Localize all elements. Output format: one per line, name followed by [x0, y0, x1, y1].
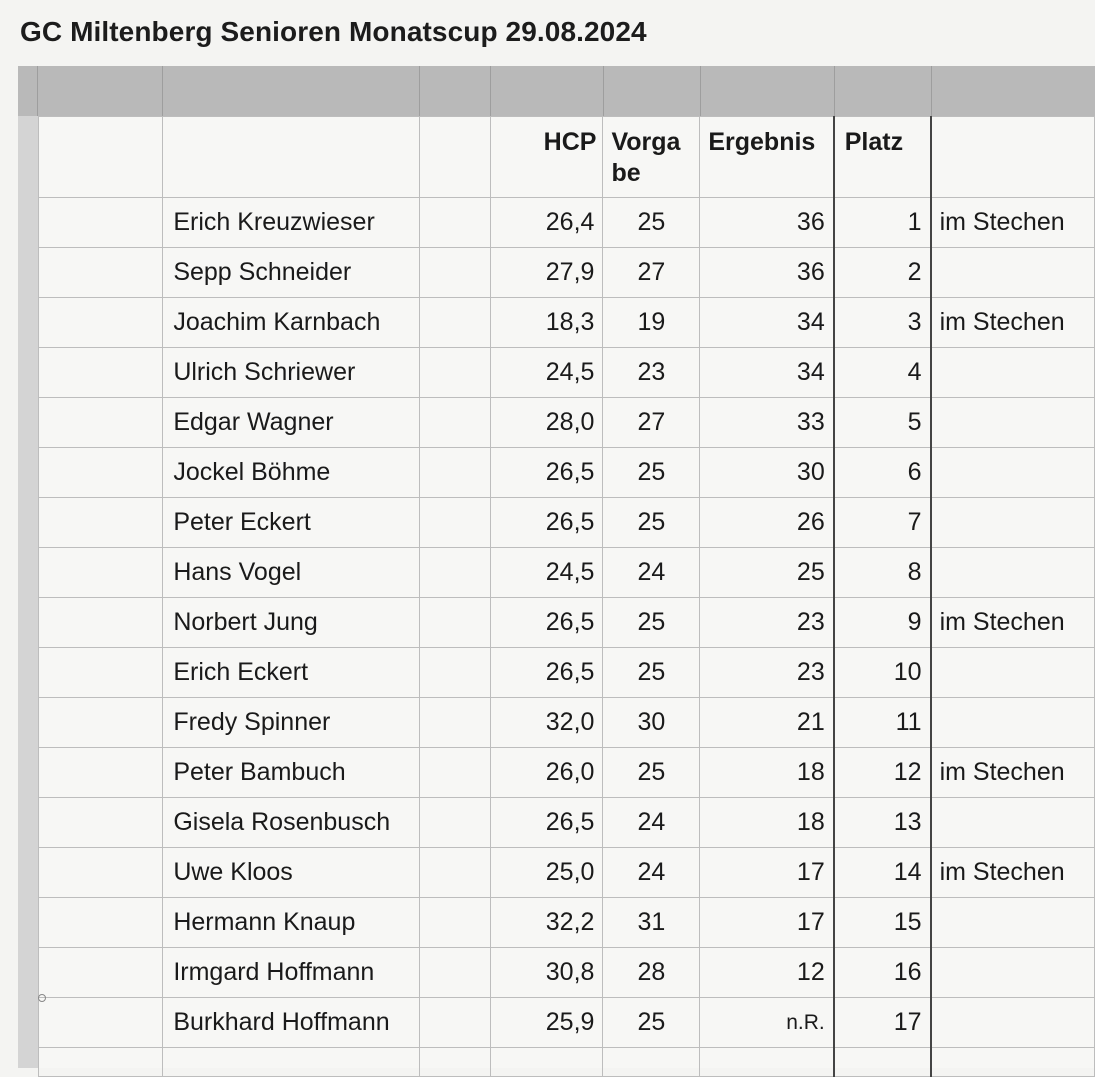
- ergebnis-cell[interactable]: 23: [700, 648, 834, 698]
- note-cell[interactable]: [931, 548, 1095, 598]
- row-blank-cell-a[interactable]: [39, 848, 163, 898]
- player-name-cell[interactable]: Joachim Karnbach: [163, 298, 420, 348]
- page-title: GC Miltenberg Senioren Monatscup 29.08.2024: [20, 16, 647, 47]
- player-name-cell[interactable]: Ulrich Schriewer: [163, 348, 420, 398]
- vorgabe-cell[interactable]: 25: [603, 198, 700, 248]
- vorgabe-cell[interactable]: 28: [603, 948, 700, 998]
- row-blank-cell-a[interactable]: [39, 498, 163, 548]
- platz-cell[interactable]: 17: [834, 998, 931, 1048]
- player-name-cell[interactable]: Peter Eckert: [163, 498, 420, 548]
- player-name-cell[interactable]: Sepp Schneider: [163, 248, 420, 298]
- header-vorgabe[interactable]: Vorga be: [603, 117, 700, 198]
- row-blank-cell-a[interactable]: [39, 348, 163, 398]
- note-cell[interactable]: [931, 448, 1095, 498]
- row-blank-cell-c[interactable]: [420, 398, 491, 448]
- ergebnis-cell[interactable]: 17: [700, 848, 834, 898]
- player-name-cell[interactable]: Jockel Böhme: [163, 448, 420, 498]
- note-cell[interactable]: [931, 348, 1095, 398]
- vorgabe-cell[interactable]: 25: [603, 648, 700, 698]
- header-row: [39, 117, 1095, 198]
- row-blank-cell-a[interactable]: [39, 398, 163, 448]
- row-blank-cell-a[interactable]: [39, 198, 163, 248]
- hcp-cell[interactable]: 26,5: [490, 498, 603, 548]
- platz-cell[interactable]: 10: [834, 648, 931, 698]
- platz-cell[interactable]: 16: [834, 948, 931, 998]
- platz-cell[interactable]: 7: [834, 498, 931, 548]
- empty-cell[interactable]: [931, 1048, 1095, 1077]
- player-name-cell[interactable]: Edgar Wagner: [163, 398, 420, 448]
- table-row: [39, 248, 1095, 298]
- platz-cell[interactable]: 12: [834, 748, 931, 798]
- player-name-cell[interactable]: Norbert Jung: [163, 598, 420, 648]
- hcp-cell[interactable]: 27,9: [490, 248, 603, 298]
- hcp-cell[interactable]: 25,9: [490, 998, 603, 1048]
- hcp-cell[interactable]: 28,0: [490, 398, 603, 448]
- ergebnis-cell[interactable]: 36: [700, 198, 834, 248]
- note-cell[interactable]: im Stechen: [931, 298, 1095, 348]
- ergebnis-cell[interactable]: 18: [700, 798, 834, 848]
- vorgabe-cell[interactable]: 25: [603, 598, 700, 648]
- column-header-e[interactable]: [604, 66, 701, 116]
- column-header-corner[interactable]: [18, 66, 38, 116]
- note-cell[interactable]: [931, 998, 1095, 1048]
- ergebnis-cell[interactable]: 25: [700, 548, 834, 598]
- empty-cell[interactable]: [163, 1048, 420, 1077]
- player-name-cell[interactable]: Erich Eckert: [163, 648, 420, 698]
- table-row: [39, 298, 1095, 348]
- player-name-cell[interactable]: Irmgard Hoffmann: [163, 948, 420, 998]
- platz-cell[interactable]: 11: [834, 698, 931, 748]
- column-header-c[interactable]: [420, 66, 491, 116]
- vorgabe-cell[interactable]: 19: [603, 298, 700, 348]
- player-name-cell[interactable]: Uwe Kloos: [163, 848, 420, 898]
- table-row: [39, 898, 1095, 948]
- player-name-cell[interactable]: Fredy Spinner: [163, 698, 420, 748]
- row-blank-cell-c[interactable]: [420, 648, 491, 698]
- player-name-cell[interactable]: Hermann Knaup: [163, 898, 420, 948]
- row-blank-cell-c[interactable]: [420, 548, 491, 598]
- column-header-g[interactable]: [835, 66, 932, 116]
- platz-cell[interactable]: 14: [834, 848, 931, 898]
- row-blank-cell-c[interactable]: [420, 198, 491, 248]
- row-blank-cell-c[interactable]: [420, 448, 491, 498]
- empty-cell[interactable]: [420, 1048, 491, 1077]
- platz-cell[interactable]: 9: [834, 598, 931, 648]
- table-row: [39, 548, 1095, 598]
- note-cell[interactable]: [931, 248, 1095, 298]
- column-header-a[interactable]: [38, 66, 163, 116]
- player-name-cell[interactable]: Hans Vogel: [163, 548, 420, 598]
- row-blank-cell-c[interactable]: [420, 298, 491, 348]
- hcp-cell[interactable]: 26,5: [490, 598, 603, 648]
- hcp-cell[interactable]: 26,5: [490, 648, 603, 698]
- empty-cell[interactable]: [39, 1048, 163, 1077]
- vorgabe-cell[interactable]: 25: [603, 998, 700, 1048]
- ergebnis-cell[interactable]: 17: [700, 898, 834, 948]
- note-cell[interactable]: im Stechen: [931, 598, 1095, 648]
- row-blank-cell-c[interactable]: [420, 498, 491, 548]
- vorgabe-cell[interactable]: 30: [603, 698, 700, 748]
- row-blank-cell-a[interactable]: [39, 648, 163, 698]
- stray-mark: [38, 994, 46, 1002]
- column-header-h[interactable]: [932, 66, 1095, 116]
- ergebnis-cell[interactable]: 30: [700, 448, 834, 498]
- vorgabe-cell[interactable]: 27: [603, 248, 700, 298]
- note-cell[interactable]: [931, 648, 1095, 698]
- row-blank-cell-a[interactable]: [39, 998, 163, 1048]
- empty-cell[interactable]: [700, 1048, 834, 1077]
- platz-cell[interactable]: 4: [834, 348, 931, 398]
- hcp-cell[interactable]: 26,5: [490, 798, 603, 848]
- ergebnis-cell[interactable]: 34: [700, 348, 834, 398]
- row-blank-cell-c[interactable]: [420, 598, 491, 648]
- hcp-cell[interactable]: 18,3: [490, 298, 603, 348]
- hcp-cell[interactable]: 26,4: [490, 198, 603, 248]
- header-ergebnis[interactable]: Ergebnis: [700, 117, 834, 198]
- header-cell-empty-h[interactable]: [931, 117, 1095, 198]
- table-row: [39, 648, 1095, 698]
- note-cell[interactable]: im Stechen: [931, 198, 1095, 248]
- platz-cell[interactable]: 8: [834, 548, 931, 598]
- row-blank-cell-c[interactable]: [420, 798, 491, 848]
- vorgabe-cell[interactable]: 24: [603, 548, 700, 598]
- table-row-empty: [39, 1048, 1095, 1077]
- column-header-bar: [18, 66, 1095, 116]
- row-blank-cell-a[interactable]: [39, 448, 163, 498]
- ergebnis-cell[interactable]: 18: [700, 748, 834, 798]
- vorgabe-cell[interactable]: 31: [603, 898, 700, 948]
- ergebnis-cell[interactable]: 36: [700, 248, 834, 298]
- row-blank-cell-a[interactable]: [39, 798, 163, 848]
- row-blank-cell-a[interactable]: [39, 948, 163, 998]
- results-table: [38, 116, 1095, 1077]
- header-cell-empty-c[interactable]: [420, 117, 491, 198]
- row-blank-cell-c[interactable]: [420, 248, 491, 298]
- header-cell-empty-a[interactable]: [39, 117, 163, 198]
- row-blank-cell-c[interactable]: [420, 698, 491, 748]
- vorgabe-cell[interactable]: 24: [603, 848, 700, 898]
- player-name-cell[interactable]: Gisela Rosenbusch: [163, 798, 420, 848]
- hcp-cell[interactable]: 26,5: [490, 448, 603, 498]
- hcp-cell[interactable]: 24,5: [490, 348, 603, 398]
- header-cell-empty-b[interactable]: [163, 117, 420, 198]
- ergebnis-cell[interactable]: 33: [700, 398, 834, 448]
- ergebnis-cell[interactable]: 34: [700, 298, 834, 348]
- column-header-b[interactable]: [163, 66, 420, 116]
- platz-cell[interactable]: 6: [834, 448, 931, 498]
- table-row: [39, 698, 1095, 748]
- row-blank-cell-c[interactable]: [420, 348, 491, 398]
- row-blank-cell-c[interactable]: [420, 898, 491, 948]
- note-cell[interactable]: [931, 798, 1095, 848]
- column-header-f[interactable]: [701, 66, 835, 116]
- row-blank-cell-a[interactable]: [39, 748, 163, 798]
- platz-cell[interactable]: 2: [834, 248, 931, 298]
- row-blank-cell-c[interactable]: [420, 848, 491, 898]
- table-row: [39, 998, 1095, 1048]
- empty-cell[interactable]: [834, 1048, 931, 1077]
- ergebnis-cell[interactable]: 21: [700, 698, 834, 748]
- vorgabe-cell[interactable]: 24: [603, 798, 700, 848]
- row-blank-cell-a[interactable]: [39, 598, 163, 648]
- row-blank-cell-c[interactable]: [420, 748, 491, 798]
- vorgabe-cell[interactable]: 25: [603, 448, 700, 498]
- vorgabe-cell[interactable]: 25: [603, 748, 700, 798]
- table-row: [39, 198, 1095, 248]
- ergebnis-cell[interactable]: 26: [700, 498, 834, 548]
- hcp-cell[interactable]: 30,8: [490, 948, 603, 998]
- note-cell[interactable]: [931, 498, 1095, 548]
- hcp-cell[interactable]: 25,0: [490, 848, 603, 898]
- table-row: [39, 948, 1095, 998]
- table-row: [39, 598, 1095, 648]
- vorgabe-cell[interactable]: 27: [603, 398, 700, 448]
- player-name-cell[interactable]: Burkhard Hoffmann: [163, 998, 420, 1048]
- vorgabe-cell[interactable]: 23: [603, 348, 700, 398]
- table-row: [39, 748, 1095, 798]
- row-header-column: [18, 116, 39, 1068]
- note-cell[interactable]: [931, 948, 1095, 998]
- platz-cell[interactable]: 1: [834, 198, 931, 248]
- hcp-cell[interactable]: 24,5: [490, 548, 603, 598]
- table-row: [39, 798, 1095, 848]
- hcp-cell[interactable]: 32,2: [490, 898, 603, 948]
- table-row: [39, 448, 1095, 498]
- row-blank-cell-a[interactable]: [39, 898, 163, 948]
- table-row: [39, 348, 1095, 398]
- column-header-d[interactable]: [491, 66, 604, 116]
- platz-cell[interactable]: 3: [834, 298, 931, 348]
- row-blank-cell-c[interactable]: [420, 998, 491, 1048]
- empty-cell[interactable]: [603, 1048, 700, 1077]
- row-blank-cell-c[interactable]: [420, 948, 491, 998]
- table-row: [39, 398, 1095, 448]
- table-row: [39, 498, 1095, 548]
- hcp-cell[interactable]: 26,0: [490, 748, 603, 798]
- ergebnis-cell[interactable]: n.R.: [700, 998, 834, 1048]
- note-cell[interactable]: im Stechen: [931, 748, 1095, 798]
- row-blank-cell-a[interactable]: [39, 248, 163, 298]
- ergebnis-cell[interactable]: 12: [700, 948, 834, 998]
- platz-cell[interactable]: 15: [834, 898, 931, 948]
- ergebnis-cell[interactable]: 23: [700, 598, 834, 648]
- platz-cell[interactable]: 5: [834, 398, 931, 448]
- empty-cell[interactable]: [490, 1048, 603, 1077]
- header-platz[interactable]: Platz: [834, 117, 931, 198]
- vorgabe-cell[interactable]: 25: [603, 498, 700, 548]
- row-blank-cell-a[interactable]: [39, 698, 163, 748]
- row-blank-cell-a[interactable]: [39, 298, 163, 348]
- player-name-cell[interactable]: Peter Bambuch: [163, 748, 420, 798]
- note-cell[interactable]: [931, 898, 1095, 948]
- note-cell[interactable]: im Stechen: [931, 848, 1095, 898]
- player-name-cell[interactable]: Erich Kreuzwieser: [163, 198, 420, 248]
- note-cell[interactable]: [931, 698, 1095, 748]
- platz-cell[interactable]: 13: [834, 798, 931, 848]
- note-cell[interactable]: [931, 398, 1095, 448]
- header-hcp[interactable]: HCP: [490, 117, 603, 198]
- row-blank-cell-a[interactable]: [39, 548, 163, 598]
- table-row: [39, 848, 1095, 898]
- hcp-cell[interactable]: 32,0: [490, 698, 603, 748]
